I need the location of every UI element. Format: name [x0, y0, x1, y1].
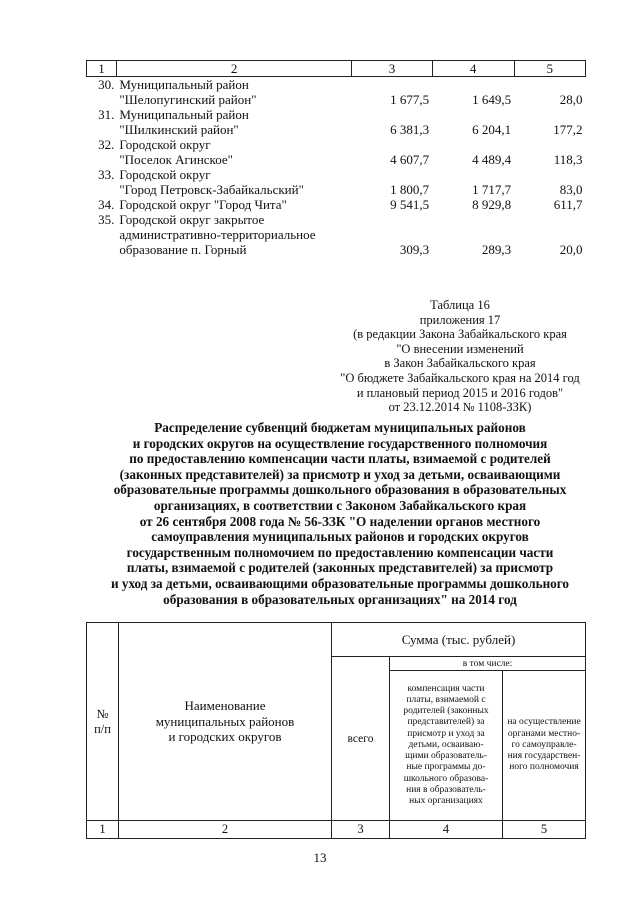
total-header-cell	[331, 656, 390, 821]
comp-header-line: ных организациях	[409, 795, 483, 806]
title-line: образовательные программы дошкольного образования в образовательных	[113, 482, 567, 498]
name-line: Муниципальный район	[119, 107, 249, 122]
reference-line: "О внесении изменений	[396, 341, 524, 356]
title-line: от 26 сентября 2008 года № 56-ЗЗК "О наделении органов местного	[139, 513, 541, 529]
name-line: Городской округ закрытое	[119, 212, 265, 227]
table-row	[87, 137, 586, 167]
name-line: Городской округ	[119, 137, 211, 152]
admin-header-cell	[502, 670, 586, 821]
name-line: "Шелопугинский район"	[119, 92, 257, 107]
row-number: 32.	[98, 137, 115, 152]
admin-header-line: на осуществление	[507, 717, 581, 728]
row-admin: 20,0	[559, 242, 583, 257]
row-name	[116, 107, 352, 137]
title-line: (законных представителей) за присмотр и уход за детьми, осваивающими	[119, 466, 561, 482]
row-compensation: 289,3	[481, 242, 512, 257]
name-line: административно-территориальное	[119, 227, 316, 242]
row-number: 31.	[98, 107, 115, 122]
compensation-header-cell	[389, 670, 503, 821]
table-row	[87, 107, 586, 137]
name-line: Муниципальный район	[119, 77, 249, 92]
name-line: "Город Петровск-Забайкальский"	[119, 182, 304, 197]
table-row	[87, 167, 586, 197]
row-total: 6 381,3	[390, 122, 430, 137]
comp-header-line: платы, взимаемой с	[406, 695, 486, 706]
title-line: Распределение субвенций бюджетам муниципальных районов	[154, 420, 526, 435]
row-number: 35.	[98, 212, 115, 227]
col-number-1: 1	[87, 61, 117, 77]
title-line: и уход за детьми, осваивающими образовательные программы дошкольного	[110, 575, 570, 591]
row-admin: 83,0	[559, 182, 583, 197]
title-line: организациях, в соответствии с Законом Забайкальского края	[153, 497, 527, 513]
admin-header-line: ного полномочия	[509, 762, 579, 773]
row-compensation: 8 929,8	[472, 197, 512, 212]
admin-header-line: органами местно-	[507, 728, 581, 739]
comp-header-line: компенсация части	[407, 683, 485, 694]
header-table	[86, 622, 586, 842]
title-line: образования в образовательных организациях" на 2014 год	[163, 591, 517, 607]
row-compensation: 6 204,1	[472, 122, 512, 137]
col-number-label: 1	[99, 822, 106, 836]
col-number-5-bottom	[502, 820, 586, 839]
row-total: 9 541,5	[390, 197, 430, 212]
col-number-4-bottom	[389, 820, 503, 839]
reference-line: и плановый период 2015 и 2016 годов"	[356, 385, 564, 400]
name-line: Городской округ "Город Чита"	[119, 197, 287, 212]
name-line: образование п. Горный	[119, 242, 247, 257]
row-admin: 118,3	[553, 152, 583, 167]
row-compensation: 4 489,4	[472, 152, 512, 167]
reference-line: (в редакции Закона Забайкальского края	[353, 327, 567, 342]
including-header-cell	[389, 656, 586, 671]
name-line: "Поселок Агинское"	[119, 152, 233, 167]
col-number-5: 5	[514, 61, 585, 77]
admin-header-line: го самоуправле-	[511, 739, 577, 750]
table-row	[87, 212, 586, 257]
row-admin: 177,2	[553, 122, 583, 137]
row-name	[116, 197, 352, 212]
table-row	[87, 197, 586, 212]
appendix-reference	[300, 298, 620, 415]
comp-header-line: щими образователь-	[405, 751, 487, 762]
name-header-line: муниципальных районов	[155, 713, 295, 729]
row-total: 1 677,5	[390, 92, 430, 107]
reference-line: Таблица 16	[430, 298, 490, 312]
comp-header-line: присмотр и уход за	[407, 728, 485, 739]
reference-line: "О бюджете Забайкальского края на 2014 год	[340, 370, 580, 385]
table-title	[70, 420, 610, 607]
comp-header-line: представителей) за	[407, 717, 485, 728]
number-header-line: №	[96, 706, 109, 721]
row-name	[116, 167, 352, 197]
row-compensation: 1 649,5	[472, 92, 512, 107]
title-line: государственным полномочием по предоставлению компенсации части	[126, 544, 554, 560]
name-header-line: и городских округов	[168, 729, 282, 745]
col-number-2-bottom	[118, 820, 332, 839]
title-line: по предоставлению компенсации части платы, взимаемой с родителей	[129, 451, 551, 467]
title-line: и городских округов на осуществление государственного полномочия	[132, 435, 548, 451]
continuation-table	[86, 60, 586, 257]
name-line: Городской округ	[119, 167, 211, 182]
number-header-line: п/п	[94, 721, 111, 736]
col-number-3-bottom	[331, 820, 390, 839]
col-number-3: 3	[352, 61, 432, 77]
row-number: 30.	[98, 77, 115, 92]
total-header-label: всего	[347, 732, 374, 745]
admin-header-line: ния государствен-	[507, 751, 581, 762]
title-line: самоуправления муниципальных районов и городских округов	[151, 529, 529, 545]
col-number-label: 3	[357, 822, 364, 836]
reference-line: от 23.12.2014 № 1108-ЗЗК)	[388, 400, 532, 415]
comp-header-line: школьного образова-	[403, 773, 489, 784]
col-number-4: 4	[432, 61, 514, 77]
row-name	[116, 137, 352, 167]
reference-line: приложения 17	[419, 312, 501, 327]
name-header-line: Наименование	[184, 698, 266, 714]
comp-header-line: ные программы до-	[406, 762, 486, 773]
row-total: 4 607,7	[390, 152, 430, 167]
row-compensation: 1 717,7	[472, 182, 512, 197]
name-line: "Шилкинский район"	[119, 122, 239, 137]
row-name	[116, 212, 352, 257]
row-admin: 28,0	[559, 92, 583, 107]
row-total: 309,3	[399, 242, 430, 257]
row-total: 1 800,7	[390, 182, 430, 197]
comp-header-line: родителей (законных	[403, 706, 489, 717]
comp-header-line: детьми, осваиваю-	[408, 739, 484, 750]
reference-line: в Закон Забайкальского края	[384, 356, 536, 371]
table-row	[87, 77, 586, 108]
number-header-cell	[86, 622, 119, 821]
col-number-label: 5	[540, 822, 548, 836]
row-name	[116, 77, 352, 108]
title-line: платы, взимаемой с родителей (законных представителей) за присмотр	[126, 560, 554, 576]
sum-header-cell	[331, 622, 586, 657]
comp-header-line: ния в образователь-	[406, 784, 486, 795]
row-number: 34.	[98, 197, 115, 212]
col-number-2: 2	[116, 61, 352, 77]
col-number-label: 4	[442, 822, 450, 836]
col-number-label: 2	[221, 822, 229, 836]
sum-header-label: Сумма (тыс. рублей)	[401, 631, 516, 647]
column-number-row	[87, 61, 586, 77]
col-number-1-bottom	[86, 820, 119, 839]
row-number: 33.	[98, 167, 115, 182]
name-header-cell	[118, 622, 332, 821]
including-header-label: в том числе:	[462, 658, 513, 669]
page-number: 13	[313, 850, 327, 865]
row-admin: 611,7	[553, 197, 583, 212]
